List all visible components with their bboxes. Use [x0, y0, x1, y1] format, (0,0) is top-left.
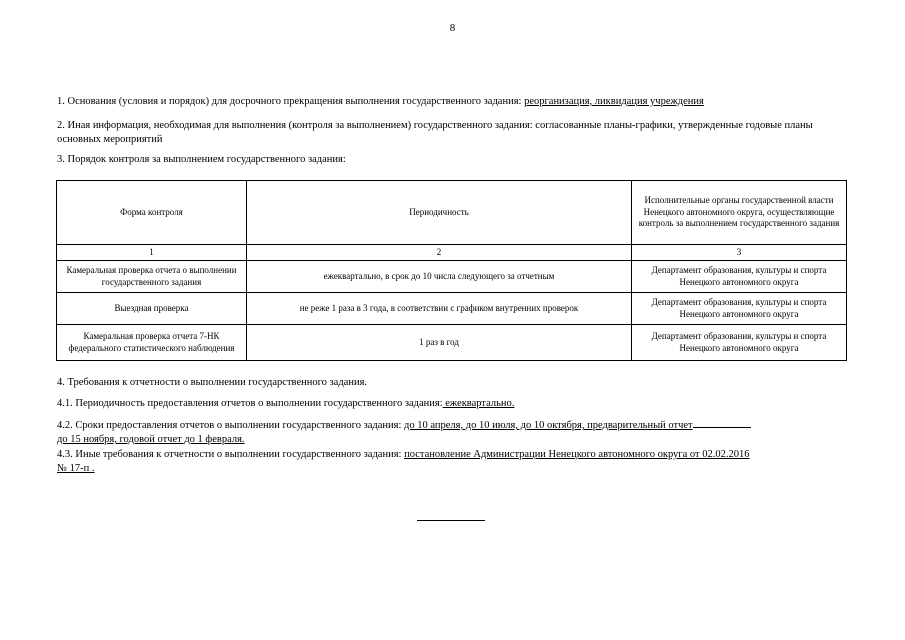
- header-authority: Исполнительные органы государственной власти Ненецкого автономного округа, осуществляющие контроль за выполнением государственного задания: [632, 181, 847, 245]
- cell-control-form: Камеральная проверка отчета 7-НК федерального статистического наблюдения: [57, 325, 247, 361]
- cell-control-form: Выездная проверка: [57, 293, 247, 325]
- table-row: [57, 293, 847, 325]
- section-2-other-info: 2. Иная информация, необходимая для выполнения (контроля за выполнением) государственного задания: согласованные планы-графики, утвержденные годовые планы основных мероприятий: [57, 120, 813, 145]
- section-4-3-value-line-2: № 17-п .: [57, 463, 95, 474]
- section-1-text: 1. Основания (условия и порядок) для досрочного прекращения выполнения государственного задания:: [57, 96, 525, 107]
- section-1-early-termination: [57, 95, 847, 109]
- section-4-1-value: ежеквартально.: [442, 398, 515, 409]
- column-number: 3: [632, 245, 847, 261]
- end-separator-line: [417, 520, 485, 521]
- column-number: 2: [247, 245, 632, 261]
- table-number-row: [57, 245, 847, 261]
- table-row: [57, 325, 847, 361]
- section-4-3-other-requirements: [57, 448, 847, 476]
- cell-authority: Департамент образования, культуры и спорта Ненецкого автономного округа: [632, 293, 847, 325]
- table-header-row: [57, 181, 847, 245]
- section-1-value: реорганизация, ликвидация учреждения: [524, 96, 704, 107]
- section-4-2-deadlines: [57, 418, 847, 447]
- section-4-1-periodicity: [57, 397, 847, 411]
- section-4-3-value-line-1: постановление Администрации Ненецкого автономного округа от 02.02.2016: [404, 449, 750, 460]
- cell-authority: Департамент образования, культуры и спорта Ненецкого автономного округа: [632, 325, 847, 361]
- underline-fill: [693, 418, 751, 428]
- cell-periodicity: 1 раз в год: [247, 325, 632, 361]
- section-4-3-text: 4.3. Иные требования к отчетности о выполнении государственного задания:: [57, 449, 405, 460]
- header-control-form: Форма контроля: [57, 181, 247, 245]
- header-periodicity: Периодичность: [247, 181, 632, 245]
- section-4-2-text: 4.2. Сроки предоставления отчетов о выполнении государственного задания:: [57, 420, 405, 431]
- cell-authority: Департамент образования, культуры и спорта Ненецкого автономного округа: [632, 261, 847, 293]
- section-4-1-text: 4.1. Периодичность предоставления отчетов о выполнении государственного задания:: [57, 398, 443, 409]
- column-number: 1: [57, 245, 247, 261]
- section-4-2-value-line-1: до 10 апреля, до 10 июля, до 10 октября, предварительный отчет: [404, 420, 693, 431]
- control-table: [56, 180, 847, 361]
- section-4-2-value-line-2: до 15 ноября, годовой отчет до 1 февраля.: [57, 434, 245, 445]
- table-row: [57, 261, 847, 293]
- section-4-heading: 4. Требования к отчетности о выполнении государственного задания.: [57, 377, 368, 388]
- cell-control-form: Камеральная проверка отчета о выполнении государственного задания: [57, 261, 247, 293]
- section-3-heading: 3. Порядок контроля за выполнением государственного задания:: [57, 154, 346, 165]
- cell-periodicity: не реже 1 раза в 3 года, в соответствии с графиком внутренних проверок: [247, 293, 632, 325]
- cell-periodicity: ежеквартально, в срок до 10 числа следующего за отчетным: [247, 261, 632, 293]
- page-number: 8: [449, 22, 456, 34]
